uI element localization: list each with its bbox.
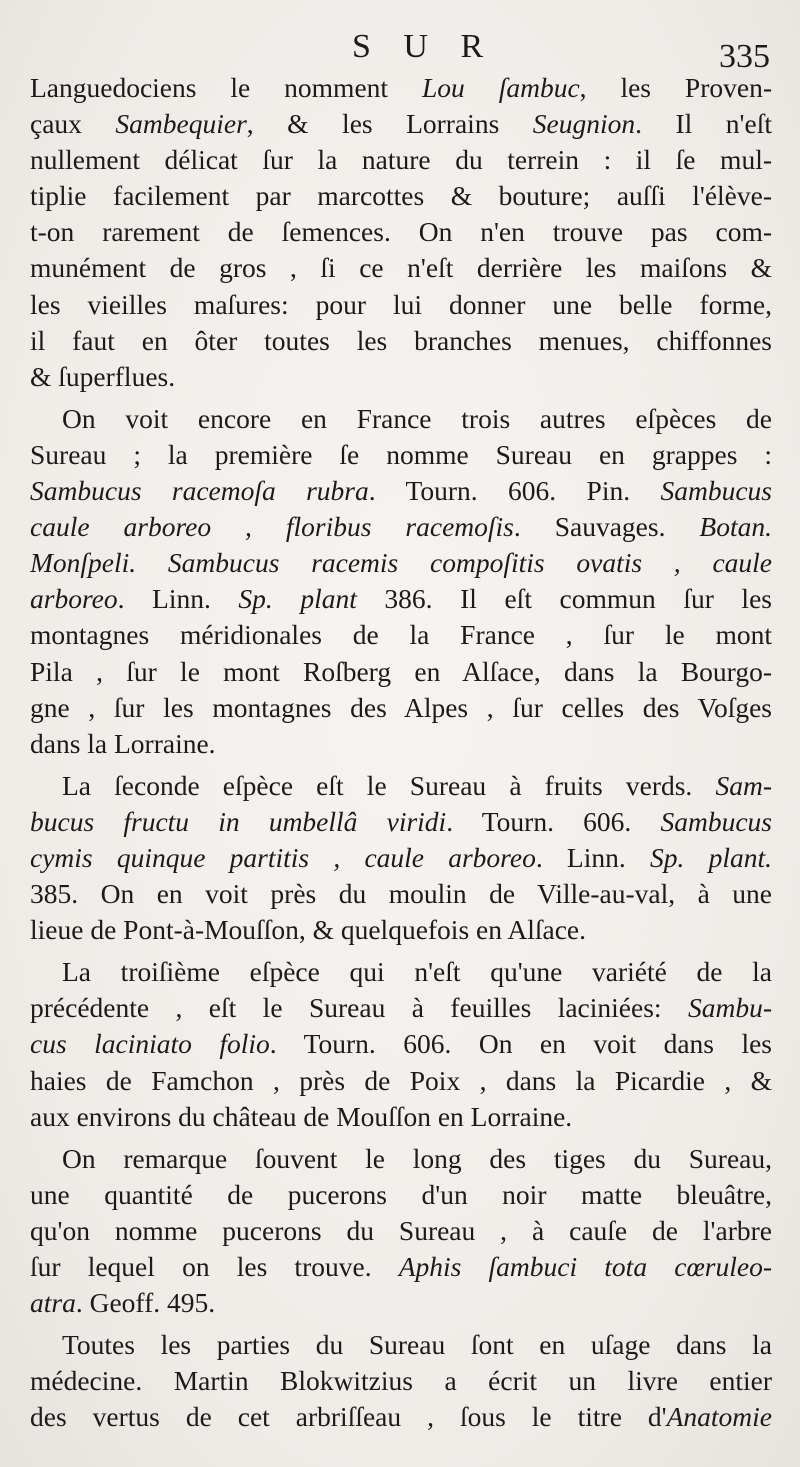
text-line: On voit encore en France trois autres eſpèces de bbox=[62, 402, 772, 434]
text-line: Pila , ſur le mont Roſberg en Alſace, dans la Bourgo- bbox=[30, 655, 772, 687]
text-line: lieue de Pont-à-Mouſſon, & quelquefois en Alſace. bbox=[30, 914, 586, 946]
text-line: tiplie facilement par marcottes & bouture; auſſi l'élève- bbox=[30, 180, 772, 212]
text-line: arboreo. Linn. Sp. plant 386. Il eſt commun ſur les bbox=[30, 583, 772, 615]
body-text bbox=[30, 70, 772, 1435]
text-line: Toutes les parties du Sureau ſont en uſage dans la bbox=[62, 1329, 772, 1361]
running-head bbox=[0, 28, 800, 75]
text-line: atra. Geoff. 495. bbox=[30, 1287, 216, 1319]
text-line: nullement délicat ſur la nature du terrein : il ſe mul- bbox=[30, 144, 772, 176]
text-line: cus laciniato folio. Tourn. 606. On en voit dans les bbox=[30, 1028, 772, 1060]
text-line: çaux Sambequier, & les Lorrains Seugnion. Il n'eſt bbox=[30, 108, 772, 140]
text-line: médecine. Martin Blokwitzius a écrit un livre entier bbox=[30, 1365, 772, 1397]
text-line: t-on rarement de ſemences. On n'en trouve pas com- bbox=[30, 216, 772, 248]
text-line: Sambucus racemoſa rubra. Tourn. 606. Pin. Sambucus bbox=[30, 475, 772, 507]
text-line: caule arboreo , floribus racemoſis. Sauvages. Botan. bbox=[30, 511, 772, 543]
text-line: cymis quinque partitis , caule arboreo. Linn. Sp. plant. bbox=[30, 841, 772, 873]
page-number: 335 bbox=[719, 38, 770, 75]
text-line: précédente , eſt le Sureau à feuilles laciniées: Sambu- bbox=[30, 992, 772, 1024]
text-line: gne , ſur les montagnes des Alpes , ſur celles des Voſges bbox=[30, 691, 772, 723]
text-line: Languedociens le nomment Lou ſambuc, les Proven- bbox=[30, 72, 772, 103]
text-line: La troiſième eſpèce qui n'eſt qu'une variété de la bbox=[62, 956, 772, 988]
text-line: bucus fructu in umbellâ viridi. Tourn. 606. Sambucus bbox=[30, 805, 772, 837]
text-line: On remarque ſouvent le long des tiges du Sureau, bbox=[62, 1142, 772, 1174]
text-line: haies de Famchon , près de Poix , dans la Picardie , & bbox=[30, 1064, 772, 1096]
text-line: il faut en ôter toutes les branches menues, chiffonnes bbox=[30, 324, 772, 356]
text-line: qu'on nomme pucerons du Sureau , à cauſe de l'arbre bbox=[30, 1214, 772, 1246]
text-line: munément de gros , ſi ce n'eſt derrière les maiſons & bbox=[30, 252, 772, 284]
text-line: 385. On en voit près du moulin de Ville-au-val, à une bbox=[30, 878, 772, 910]
text-line: ſur lequel on les trouve. Aphis ſambuci tota cœruleo- bbox=[30, 1251, 772, 1282]
text-line: Monſpeli. Sambucus racemis compoſitis ovatis , caule bbox=[30, 547, 772, 579]
text-line: des vertus de cet arbriſſeau , ſous le titre d'Anatomie bbox=[30, 1401, 772, 1433]
text-line: montagnes méridionales de la France , ſur le mont bbox=[30, 619, 772, 651]
running-title: S U R bbox=[352, 28, 496, 65]
text-line: Sureau ; la première ſe nomme Sureau en grappes : bbox=[30, 438, 772, 470]
text-line: les vieilles maſures: pour lui donner une belle forme, bbox=[30, 288, 772, 320]
text-line: aux environs du château de Mouſſon en Lorraine. bbox=[30, 1100, 573, 1132]
text-line: & ſuperflues. bbox=[30, 360, 176, 392]
text-line: une quantité de pucerons d'un noir matte bleuâtre, bbox=[30, 1178, 772, 1210]
text-line: La ſeconde eſpèce eſt le Sureau à fruits verds. Sam- bbox=[62, 769, 772, 801]
text-line: dans la Lorraine. bbox=[30, 727, 216, 759]
